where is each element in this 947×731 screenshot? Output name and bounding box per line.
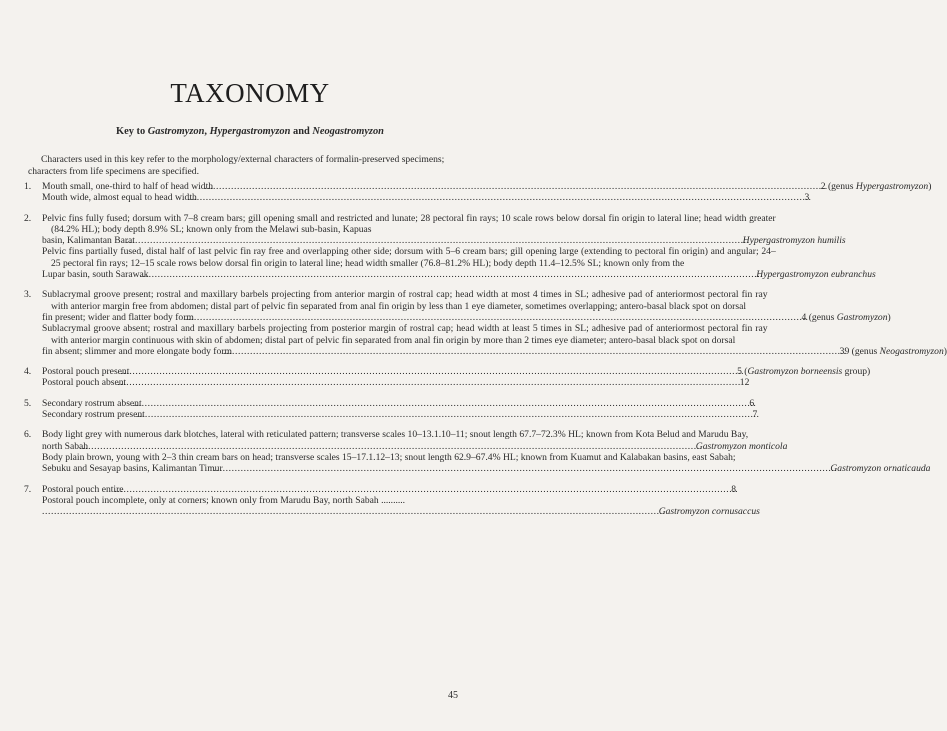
lead-result: Gastromyzon monticola xyxy=(695,440,788,452)
lead-result: 12 xyxy=(739,377,750,389)
page-title: TAXONOMY xyxy=(170,78,330,108)
key-couplet xyxy=(24,483,760,518)
couplet-number: 7. xyxy=(24,483,32,495)
key-lead: Body light grey with numerous dark blotches, lateral with reticulated pattern; transverse scales 10–13.1.10–11; snout length 67.7–72.3% HL; known from Kota Belud and Marudu Bay, north Sabah ..... Gastromyzon monticola xyxy=(42,429,759,452)
couplet-number: 2. xyxy=(24,212,32,224)
couplet-number: 3. xyxy=(24,289,32,301)
key-couplet xyxy=(24,212,876,281)
key-couplet xyxy=(24,366,871,389)
lead-result: 4 (genus Gastromyzon) xyxy=(801,311,891,323)
key-lead: Postoral pouch incomplete, only at corners; known only from Marudu Bay, north Sabah .......... ..... Gastromyzon cornusaccus xyxy=(42,495,716,518)
key-lead: Sublacrymal groove present; rostral and maxillary barbels projecting from anterior margin of rostral cap; head width at most 4 times in SL; adhesive pad of anteriormost pectoral fin ray with anterior margin free from abdomen; distal part of pelvic fin separated from anal fin origin by less than 1 eye diameter, sometimes overlapping; antero-basal black spot on dorsal fin present; wider and flatter body form ..... 4 (genus Gastromyzon) xyxy=(42,289,768,323)
lead-result: Gastromyzon cornusaccus xyxy=(658,506,760,518)
lead-result: 7 xyxy=(752,409,758,421)
key-lead: Secondary rostrum absent ..... 6 xyxy=(42,398,699,409)
key-lead: Mouth wide, almost equal to head width ..... 3 xyxy=(42,192,766,203)
page-number: 45 xyxy=(448,690,458,701)
intro-paragraph: Characters used in this key refer to the morphology/external characters of formalin-preserved specimens; characters from life specimens are specified. xyxy=(28,154,445,177)
key-lead: Mouth small, one-third to half of head width ..... 2 (genus Hypergastromyzon) xyxy=(42,181,766,192)
lead-result: Hypergastromyzon eubranchus xyxy=(756,269,876,281)
key-lead: Body plain brown, young with 2–3 thin cream bars on head; transverse scales 15–17.1.12–13; snout length 62.9–67.4% HL; known from Kuamut and Kalabakan basins, east Sabah; Sebuku and Sesayap basins, Kalimantan Timur ..... Gastromyzon ornaticauda xyxy=(42,452,759,475)
couplet-number: 1. xyxy=(24,181,32,192)
couplet-number: 4. xyxy=(24,366,32,378)
lead-result: 5 (Gastromyzon borneensis group) xyxy=(737,366,871,378)
lead-result: Hypergastromyzon humilis xyxy=(742,235,846,247)
identification-key xyxy=(24,181,947,526)
lead-result: 3 xyxy=(804,192,810,204)
key-lead: Secondary rostrum present ..... 7 xyxy=(42,409,699,420)
couplet-number: 6. xyxy=(24,429,32,441)
couplet-number: 5. xyxy=(24,397,32,409)
key-lead: Postoral pouch present ..... 5 (Gastromyzon borneensis group) xyxy=(42,366,749,377)
key-lead: Sublacrymal groove absent; rostral and maxillary barbels projecting from posterior margin of rostral cap; head width at least 5 times in SL; adhesive pad of anteriormost pectoral fin ray with anterior margin continuous with skin of abdomen; distal part of pelvic fin separated from anal fin origin by more than 2 times eye diameter; antero-basal black spot on dorsal fin absent; slimmer and more elongate body form ..... 39 (genus Neogastromyzon) xyxy=(42,323,768,357)
key-lead: Postoral pouch absent ..... 12 xyxy=(42,377,749,388)
key-lead: Pelvic fins partially fused, distal half of last pelvic fin ray free and overlapping other side; dorsum with 5–6 cream bars; gill opening large (extending to pectoral fin origin) and angular; 24–25 pectoral fin rays; 12–15 scale rows below dorsal fin origin to lateral line; head width smaller (76.8–81.2% HL); body depth 11.4–12.5% SL; known only from the Lupar basin, south Sarawak ..... Hypergastromyzon eubranchus xyxy=(42,246,776,280)
key-couplet xyxy=(24,397,758,421)
key-couplet xyxy=(24,289,947,357)
lead-result: 6 xyxy=(749,397,755,409)
lead-result: Gastromyzon ornaticauda xyxy=(830,463,931,475)
key-couplet xyxy=(24,181,932,204)
key-heading: Key to Gastromyzon, Hypergastromyzon and Neogastromyzon xyxy=(116,126,384,137)
lead-result: 8 xyxy=(731,483,737,495)
lead-result: 2 (genus Hypergastromyzon) xyxy=(820,181,932,192)
key-lead: Postoral pouch entire ..... 8 xyxy=(42,484,716,495)
lead-result: 39 (genus Neogastromyzon) xyxy=(839,345,947,357)
key-lead: Pelvic fins fully fused; dorsum with 7–8 cream bars; gill opening small and restricted and lunate; 28 pectoral fin rays; 10 scale rows below dorsal fin origin to lateral line; head width greater (84.2% HL); body depth 8.9% SL; known only from the Melawi sub-basin, Kapuas basin, Kalimantan Barat ..... Hypergastromyzon humilis xyxy=(42,213,776,247)
key-couplet xyxy=(24,429,931,475)
